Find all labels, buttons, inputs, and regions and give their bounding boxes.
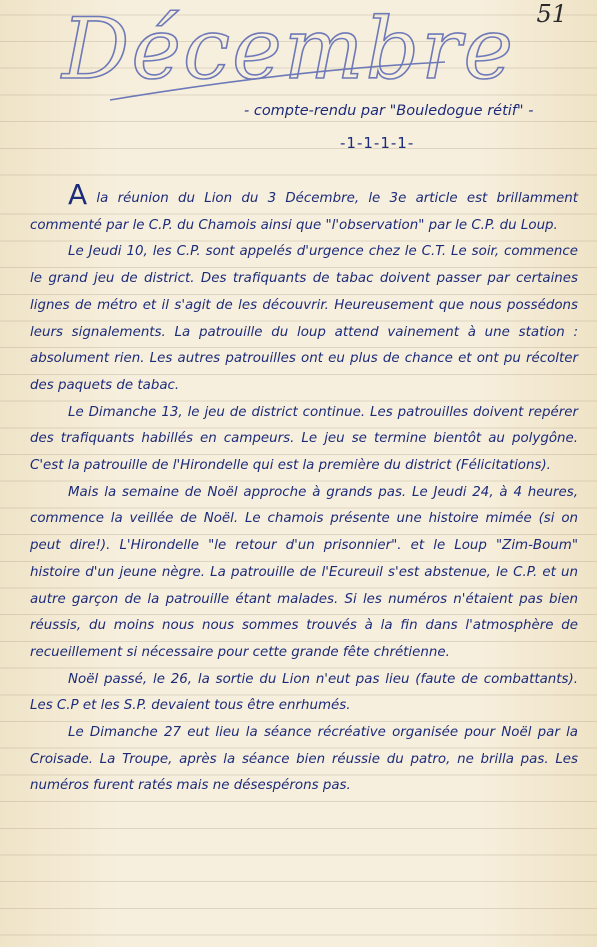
paragraph: Le Dimanche 27 eut lieu la séance récréative organisée pour Noël par la Croisade. La Troupe, après la séance bien réussie du patro, ne brilla pas. Les numéros furent ratés mais ne désespérons pas. — [30, 725, 578, 794]
separator: -1-1-1-1- — [340, 134, 415, 152]
title-svg — [40, 0, 516, 110]
drop-cap: A — [68, 178, 88, 211]
title-text: Décembre — [62, 0, 516, 98]
journal-body — [30, 178, 578, 800]
paragraph: Le Jeudi 10, les C.P. sont appelés d'urgence chez le C.T. Le soir, commence le grand jeu de district. Des trafiquants de tabac doivent passer par certaines lignes de métro et il s'agit de les découvrir. Heureusement que nous possédons leurs signalements. La patrouille du loup attend vainement à une station : absolument rien. Les autres patrouilles ont eu plus de chance et ont pu récolter des paquets de tabac. — [30, 244, 578, 393]
page-number: 51 — [536, 0, 567, 28]
subtitle: - compte-rendu par "Bouledogue rétif" - — [244, 103, 534, 119]
paragraph-text: la réunion du Lion du 3 Décembre, le 3e article est brillamment commenté par le C.P. du Chamois ainsi que "l'observation" par le C.P. du Loup. — [30, 191, 578, 233]
paragraph: Le Dimanche 13, le jeu de district continue. Les patrouilles doivent repérer des trafiquants habillés en campeurs. Le jeu se termine bientôt au polygône. C'est la patrouille de l'Hirondelle qui est la première du district (Félicitations). — [30, 404, 578, 474]
paragraph: Mais la semaine de Noël approche à grands pas. Le Jeudi 24, à 4 heures, commence la veillée de Noël. Le chamois présente une histoire mimée (si on peut dire!). L'Hirondelle "le retour d'un prisonnier". et le Loup "Zim-Boum" histoire d'un jeune nègre. La patrouille de l'Ecureuil s'est abstenue, le C.P. et un autre garçon de la patrouille étant malades. Si les numéros n'étaient pas bien réussis, du moins nous nous sommes trouvés à la fin dans l'atmosphère de recueillement si nécessaire pour cette grande fête chrétienne. — [30, 484, 578, 660]
paragraph: Noël passé, le 26, la sortie du Lion n'eut pas lieu (faute de combattants). Les C.P et les S.P. devaient tous être enrhumés. — [30, 671, 578, 714]
title-heading — [40, 0, 516, 110]
paragraph — [30, 178, 578, 239]
